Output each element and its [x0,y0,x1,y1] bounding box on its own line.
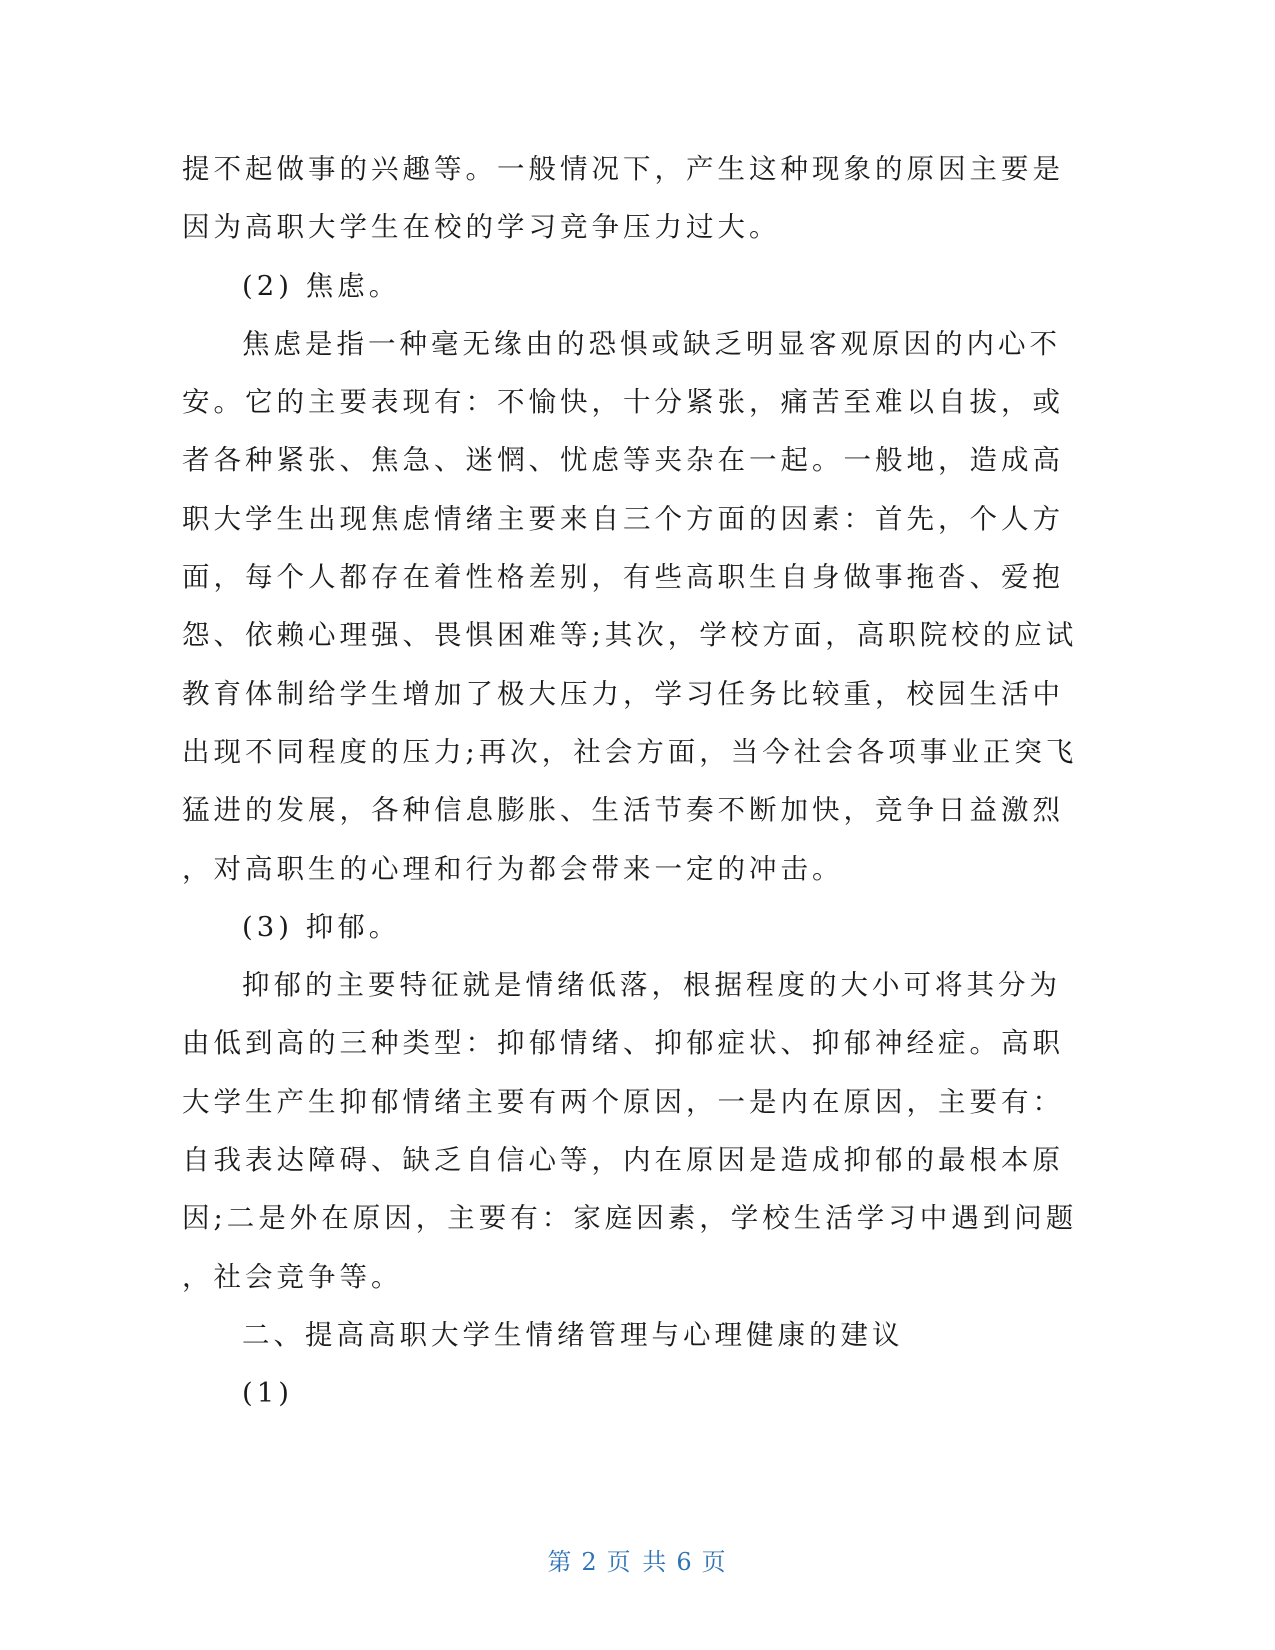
text-line: 猛进的发展，各种信息膨胀、生活节奏不断加快，竞争日益激烈 [182,794,1064,827]
text-line: 二、提高高职大学生情绪管理与心理健康的建议 [242,1318,904,1351]
text-line: 出现不同程度的压力;再次，社会方面，当今社会各项事业正突飞 [182,735,1078,768]
footer-prefix: 第 [547,1548,574,1576]
text-line: 面，每个人都存在着性格差别，有些高职生自身做事拖沓、爱抱 [182,561,1064,594]
footer-suffix: 页 [701,1548,728,1576]
text-line: (1) [242,1377,293,1410]
text-line: 大学生产生抑郁情绪主要有两个原因，一是内在原因，主要有： [182,1085,1064,1118]
text-line: (3) 抑郁。 [242,910,401,943]
text-line: 焦虑是指一种毫无缘由的恐惧或缺乏明显客观原因的内心不 [242,327,1061,360]
text-line: 教育体制给学生增加了极大压力，学习任务比较重，校园生活中 [182,677,1064,710]
text-line: 由低到高的三种类型：抑郁情绪、抑郁症状、抑郁神经症。高职 [182,1027,1064,1060]
footer-middle: 页 共 [606,1548,669,1576]
text-line: ，对高职生的心理和行为都会带来一定的冲击。 [182,852,844,885]
text-line: 抑郁的主要特征就是情绪低落，根据程度的大小可将其分为 [242,969,1061,1002]
body-text [182,140,1078,1423]
footer-total-pages: 6 [676,1548,694,1576]
text-line: 怨、依赖心理强、畏惧困难等;其次，学校方面，高职院校的应试 [182,619,1078,652]
text-line: (2) 焦虑。 [242,269,401,302]
text-line: 者各种紧张、焦急、迷惘、忧虑等夹杂在一起。一般地，造成高 [182,444,1064,477]
text-line: 因为高职大学生在校的学习竞争压力过大。 [182,211,781,244]
text-line: 提不起做事的兴趣等。一般情况下，产生这种现象的原因主要是 [182,153,1064,185]
text-line: 安。它的主要表现有：不愉快，十分紧张，痛苦至难以自拔，或 [182,386,1064,419]
page-footer [0,1542,1275,1577]
text-line: 因;二是外在原因，主要有：家庭因素，学校生活学习中遇到问题 [182,1202,1078,1235]
footer-current-page: 2 [581,1548,599,1576]
text-line: ，社会竞争等。 [182,1260,403,1293]
text-line: 职大学生出现焦虑情绪主要来自三个方面的因素：首先，个人方 [182,502,1064,535]
text-line: 自我表达障碍、缺乏自信心等，内在原因是造成抑郁的最根本原 [182,1144,1064,1177]
